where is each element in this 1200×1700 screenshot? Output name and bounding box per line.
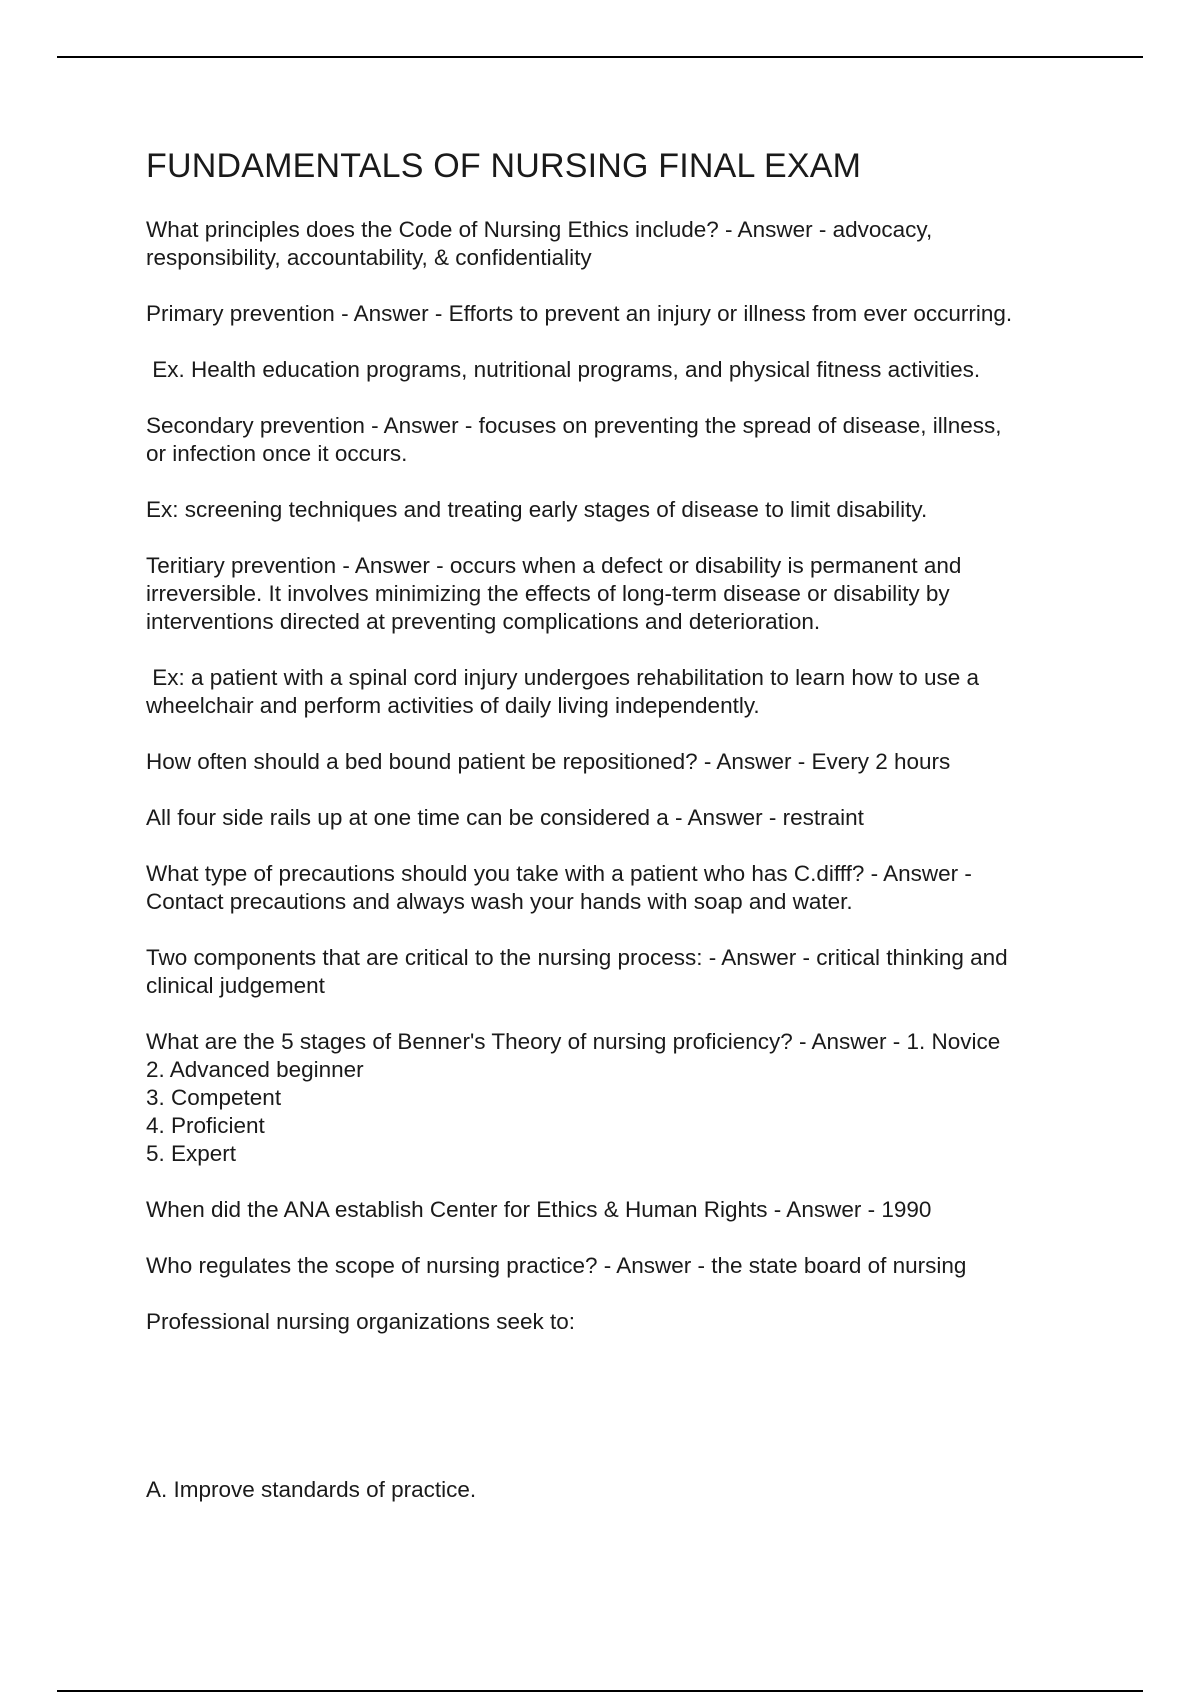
qa-paragraph: [146, 216, 1106, 272]
qa-line: Two components that are critical to the nursing process: - Answer - critical thinking and: [146, 945, 1008, 970]
qa-paragraph: [146, 552, 1106, 636]
qa-paragraph: [146, 1196, 1106, 1224]
answer-option-a: [146, 1420, 1106, 1560]
qa-paragraph: [146, 1252, 1106, 1280]
qa-paragraph: [146, 664, 1106, 720]
document-title: FUNDAMENTALS OF NURSING FINAL EXAM: [146, 147, 862, 185]
top-rule: [57, 56, 1143, 58]
qa-line: Ex: screening techniques and treating early stages of disease to limit disability.: [146, 497, 928, 522]
qa-line: Ex: a patient with a spinal cord injury undergoes rehabilitation to learn how to use a: [146, 665, 980, 690]
qa-line: What type of precautions should you take with a patient who has C.difff? - Answer -: [146, 861, 972, 886]
qa-paragraph: [146, 748, 1106, 776]
qa-line: When did the ANA establish Center for Ethics & Human Rights - Answer - 1990: [146, 1197, 932, 1222]
qa-line: or infection once it occurs.: [146, 441, 408, 466]
qa-line: Teritiary prevention - Answer - occurs when a defect or disability is permanent and: [146, 553, 962, 578]
qa-line: All four side rails up at one time can be considered a - Answer - restraint: [146, 805, 864, 830]
blank-space: [146, 1364, 1106, 1420]
qa-paragraph: [146, 496, 1106, 524]
qa-paragraph: [146, 860, 1106, 916]
qa-paragraph: [146, 356, 1106, 384]
qa-paragraph: [146, 804, 1106, 832]
qa-paragraph: [146, 1308, 1106, 1336]
qa-line: Who regulates the scope of nursing practice? - Answer - the state board of nursing: [146, 1253, 967, 1278]
qa-paragraph: [146, 412, 1106, 468]
qa-line: Ex. Health education programs, nutritional programs, and physical fitness activities.: [146, 357, 981, 382]
qa-line: wheelchair and perform activities of daily living independently.: [146, 693, 760, 718]
qa-line: irreversible. It involves minimizing the effects of long-term disease or disability by: [146, 581, 950, 606]
qa-list: [146, 216, 1106, 1336]
qa-line: 3. Competent: [146, 1085, 282, 1110]
qa-line: interventions directed at preventing complications and deterioration.: [146, 609, 821, 634]
qa-line: Primary prevention - Answer - Efforts to prevent an injury or illness from ever occurring.: [146, 301, 1013, 326]
qa-paragraph: [146, 944, 1106, 1000]
qa-line: Secondary prevention - Answer - focuses on preventing the spread of disease, illness,: [146, 413, 1002, 438]
qa-line: 5. Expert: [146, 1141, 237, 1166]
qa-paragraph: [146, 300, 1106, 328]
qa-line: 4. Proficient: [146, 1113, 265, 1138]
qa-paragraph: [146, 1028, 1106, 1168]
qa-line: 2. Advanced beginner: [146, 1057, 364, 1082]
qa-line: Professional nursing organizations seek to:: [146, 1309, 575, 1334]
qa-line: What are the 5 stages of Benner's Theory of nursing proficiency? - Answer - 1. Novice: [146, 1029, 1001, 1054]
qa-line: What principles does the Code of Nursing Ethics include? - Answer - advocacy,: [146, 217, 933, 242]
qa-line: responsibility, accountability, & confidentiality: [146, 245, 592, 270]
qa-line: Contact precautions and always wash your hands with soap and water.: [146, 889, 853, 914]
qa-line: How often should a bed bound patient be repositioned? - Answer - Every 2 hours: [146, 749, 951, 774]
qa-line: clinical judgement: [146, 973, 325, 998]
document-body: [146, 142, 1106, 1588]
bottom-rule: [57, 1690, 1143, 1692]
answer-option-a-line: A. Improve standards of practice.: [146, 1477, 477, 1502]
